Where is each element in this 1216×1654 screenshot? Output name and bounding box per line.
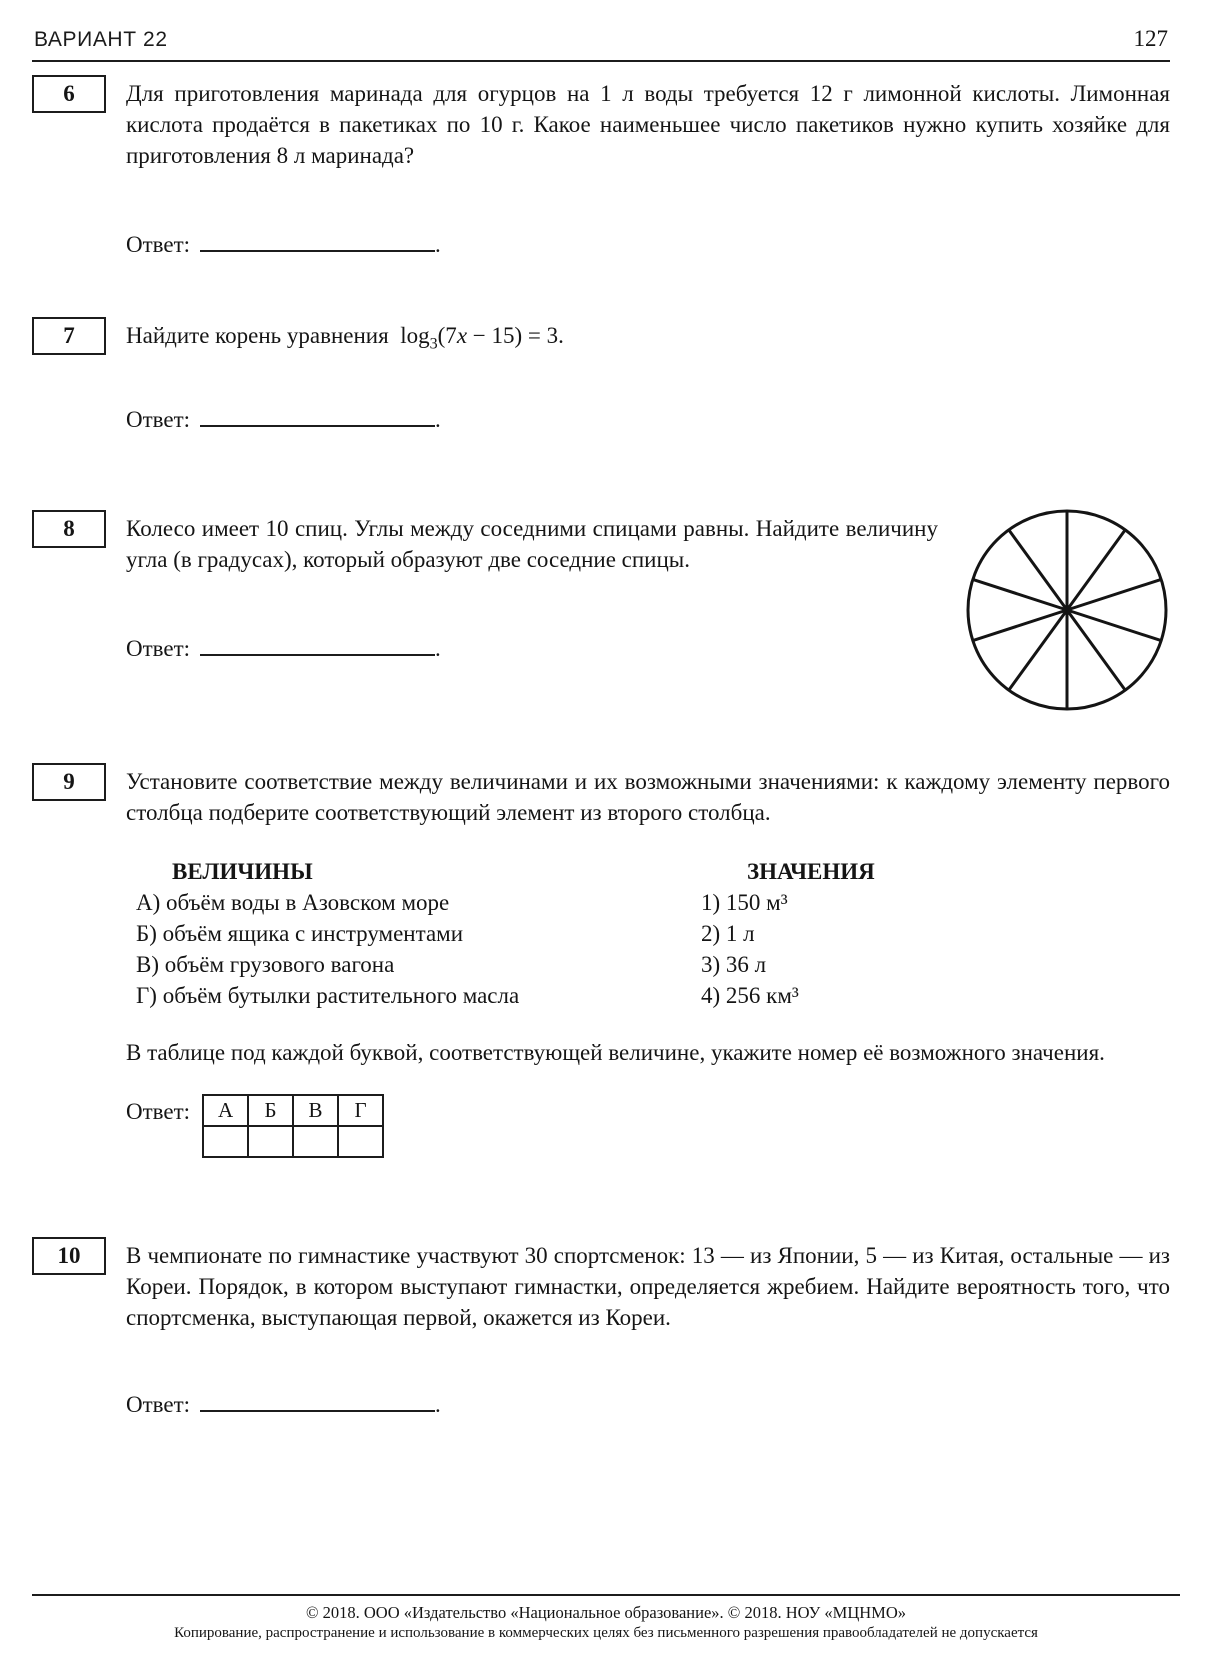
answer-table-input-row xyxy=(203,1126,383,1157)
equation-func: log xyxy=(400,323,430,349)
matching-row xyxy=(126,949,1170,980)
answer-blank-line xyxy=(200,229,435,252)
matching-row xyxy=(126,918,1170,949)
problem-9 xyxy=(32,766,1170,1158)
left-item: В) объём грузового вагона xyxy=(136,951,395,977)
answer-period: . xyxy=(435,232,441,258)
answer-cell xyxy=(203,1126,248,1157)
answer-table-header: В xyxy=(293,1095,338,1126)
answer-table xyxy=(202,1094,384,1158)
problem-9-number-box: 9 xyxy=(32,763,106,801)
answer-label: Ответ: xyxy=(126,1098,191,1124)
problem-7-number-box: 7 xyxy=(32,317,106,355)
answer-label: Ответ: xyxy=(126,1392,191,1418)
page-footer xyxy=(32,1594,1180,1642)
problem-10-number-box: 10 xyxy=(32,1237,106,1275)
answer-label: Ответ: xyxy=(126,406,191,432)
answer-period: . xyxy=(435,406,441,432)
answer-period: . xyxy=(435,1392,441,1418)
right-column-heading: ЗНАЧЕНИЯ xyxy=(747,858,875,884)
problem-8 xyxy=(32,513,1170,721)
left-item: Г) объём бутылки растительного масла xyxy=(136,982,520,1008)
equation-arg-post: − 15) = 3. xyxy=(467,323,564,349)
answer-period: . xyxy=(435,635,441,661)
right-item: 1) 150 м³ xyxy=(701,889,788,915)
problem-6 xyxy=(32,78,1170,260)
matching-row xyxy=(126,887,1170,918)
right-item: 4) 256 км³ xyxy=(701,982,799,1008)
problem-7-text xyxy=(126,320,1170,355)
wheel-figure xyxy=(964,507,1170,721)
problem-9-intro: Установите соответствие между величинами и их возможными значениями: к каждому элементу первого столбца подберите соответствующий элемент из второго столбца. xyxy=(126,768,1170,825)
copying-notice-line: Копирование, распространение и использование в коммерческих целях без письменного разрешения правообладателей не допускается xyxy=(174,1625,1038,1641)
copyright-line: © 2018. ООО «Издательство «Национальное образование». © 2018. НОУ «МЦНМО» xyxy=(305,1603,906,1622)
left-item: А) объём воды в Азовском море xyxy=(136,889,450,915)
answer-label: Ответ: xyxy=(126,635,191,661)
problem-7 xyxy=(32,320,1170,434)
matching-row xyxy=(126,980,1170,1011)
variant-label: ВАРИАНТ 22 xyxy=(34,28,168,51)
right-item: 3) 36 л xyxy=(701,951,767,977)
problem-9-answer xyxy=(126,1096,1170,1158)
answer-blank-line xyxy=(200,1389,435,1412)
page-number: 127 xyxy=(1133,26,1168,51)
problem-7-text-before: Найдите корень уравнения xyxy=(126,323,389,349)
right-item: 2) 1 л xyxy=(701,920,755,946)
problem-9-outro: В таблице под каждой буквой, соответствующей величине, укажите номер её возможного значения. xyxy=(126,1039,1105,1065)
left-column-heading: ВЕЛИЧИНЫ xyxy=(172,858,313,884)
problem-8-answer xyxy=(126,633,938,664)
page-header xyxy=(32,26,1170,62)
problem-6-answer xyxy=(126,229,1170,260)
left-item: Б) объём ящика с инструментами xyxy=(136,920,464,946)
problem-10-answer xyxy=(126,1389,1170,1420)
equation-arg-pre: (7 xyxy=(437,323,457,349)
answer-cell xyxy=(293,1126,338,1157)
equation-base: 3 xyxy=(429,335,438,353)
answer-table-header: Г xyxy=(338,1095,383,1126)
answer-cell xyxy=(338,1126,383,1157)
answer-table-header: А xyxy=(203,1095,248,1126)
answer-cell xyxy=(248,1126,293,1157)
answer-label: Ответ: xyxy=(126,232,191,258)
problem-8-text: Колесо имеет 10 спиц. Углы между соседними спицами равны. Найдите величину угла (в градусах), который образуют две соседние спицы. xyxy=(126,515,938,572)
problem-7-answer xyxy=(126,404,1170,435)
answer-table-header: Б xyxy=(248,1095,293,1126)
problem-10 xyxy=(32,1240,1170,1420)
equation-variable: x xyxy=(456,323,468,349)
problem-8-number-box: 8 xyxy=(32,510,106,548)
problem-6-text: Для приготовления маринада для огурцов на 1 л воды требуется 12 г лимонной кислоты. Лимонная кислота продаётся в пакетиках по 10 г. Какое наименьшее число пакетиков нужно купить хозяйке для приготовления 8 л маринада? xyxy=(126,81,1170,169)
equation xyxy=(400,323,564,353)
answer-blank-line xyxy=(200,404,435,427)
answer-blank-line xyxy=(200,633,435,656)
problem-6-number-box: 6 xyxy=(32,75,106,113)
matching-headings xyxy=(126,856,1170,887)
answer-table-header-row xyxy=(203,1095,383,1126)
problem-10-text: В чемпионате по гимнастике участвуют 30 спортсменок: 13 — из Японии, 5 — из Китая, остальные — из Кореи. Порядок, в котором выступают гимнастки, определяется жребием. Найдите вероятность того, что спортсменка, выступающая первой, окажется из Кореи. xyxy=(126,1242,1170,1331)
